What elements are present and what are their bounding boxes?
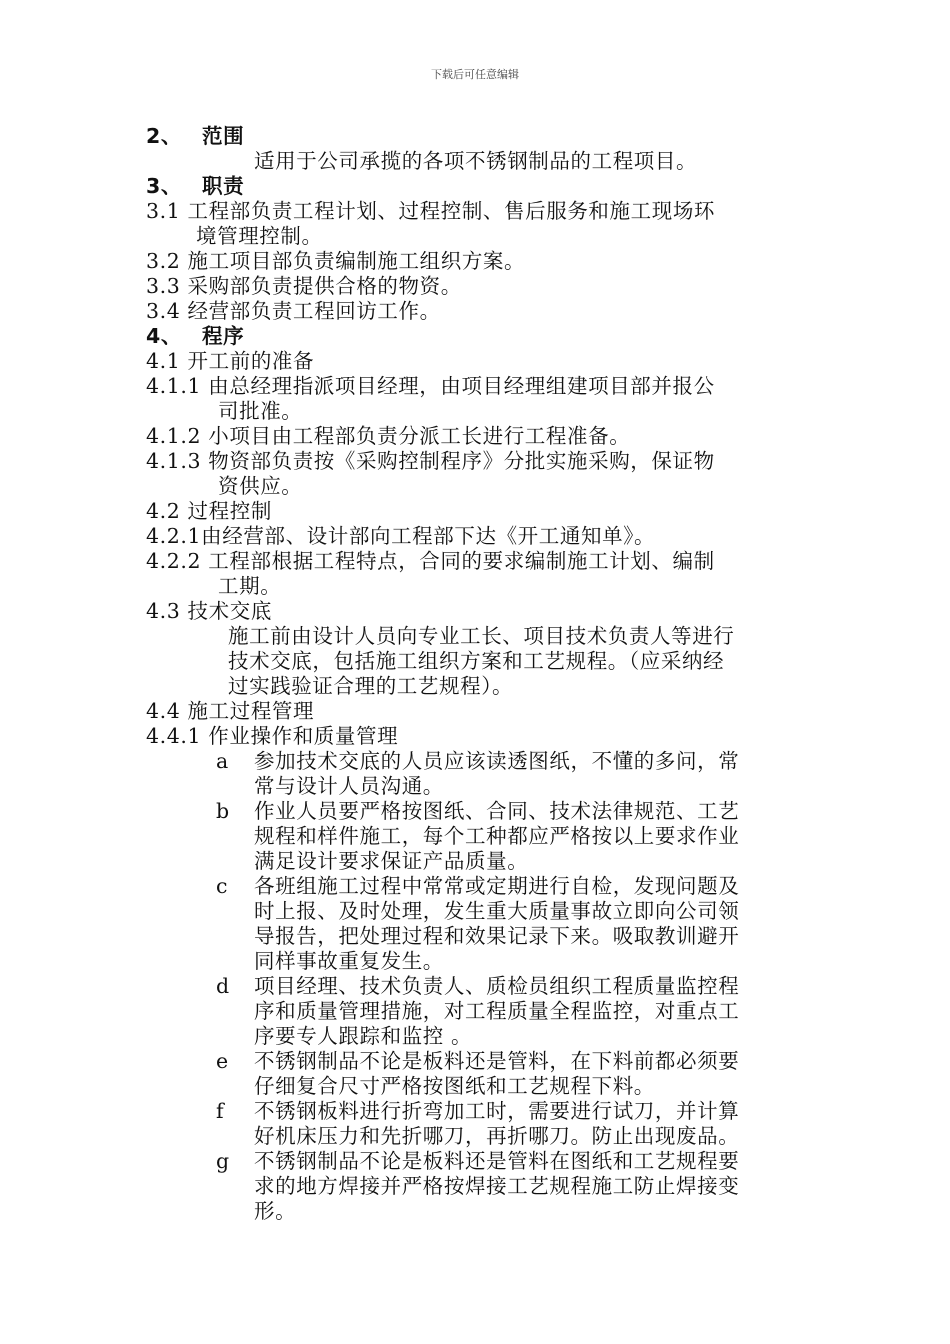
clause-number: 4.2 <box>146 499 181 523</box>
paragraph-line: 技术交底，包括施工组织方案和工艺规程。（应采纳经 <box>228 649 725 673</box>
clause-number: 4.2.2 <box>146 549 202 573</box>
list-item-e <box>146 1049 826 1099</box>
list-text: 常与设计人员沟通。 <box>254 774 444 798</box>
clause-number: 3.1 <box>146 199 181 223</box>
header-note: 下载后可任意编辑 <box>431 68 519 81</box>
clause-text-cont: 司批准。 <box>218 399 303 423</box>
clause-4-3 <box>146 599 826 624</box>
document-body <box>146 124 826 1224</box>
clause-4-2 <box>146 499 826 524</box>
clause-text: 由总经理指派项目经理，由项目经理组建项目部并报公 <box>208 374 715 398</box>
clause-title: 过程控制 <box>187 499 272 523</box>
section-2-body: 适用于公司承揽的各项不锈钢制品的工程项目。 <box>254 149 698 173</box>
clause-number: 4.3 <box>146 599 181 623</box>
clause-number: 3.2 <box>146 249 181 273</box>
list-letter: a <box>216 749 229 773</box>
section-title: 职责 <box>202 174 245 198</box>
list-item-d <box>146 974 826 1049</box>
clause-text: 采购部负责提供合格的物资。 <box>187 274 462 298</box>
list-text: 不锈钢板料进行折弯加工时，需要进行试刀，并计算 <box>254 1099 740 1123</box>
clause-title: 开工前的准备 <box>187 349 315 373</box>
section-number: 2、 <box>146 124 182 148</box>
list-letter: c <box>216 874 229 898</box>
list-text: 作业人员要严格按图纸、合同、技术法律规范、工艺 <box>254 799 740 823</box>
list-text: 求的地方焊接并严格按焊接工艺规程施工防止焊接变 <box>254 1174 740 1198</box>
clause-title: 作业操作和质量管理 <box>208 724 399 748</box>
clause-text: 物资部负责按《采购控制程序》分批实施采购，保证物 <box>208 449 715 473</box>
section-3-heading <box>146 174 826 199</box>
section-2-heading <box>146 124 826 149</box>
clause-number: 4.2.1 <box>146 524 202 548</box>
list-letter: f <box>216 1099 225 1123</box>
list-text: 好机床压力和先折哪刀，再折哪刀。防止出现废品。 <box>254 1124 740 1148</box>
section-number: 3、 <box>146 174 182 198</box>
clause-text: 施工项目部负责编制施工组织方案。 <box>187 249 526 273</box>
clause-4-3-body <box>146 624 826 699</box>
clause-text: 小项目由工程部负责分派工长进行工程准备。 <box>208 424 631 448</box>
paragraph-line: 过实践验证合理的工艺规程）。 <box>228 674 514 698</box>
list-item-a <box>146 749 826 799</box>
clause-4-2-2 <box>146 549 826 599</box>
list-text: 序要专人跟踪和监控 。 <box>254 1024 473 1048</box>
clause-4-1 <box>146 349 826 374</box>
paragraph-line: 施工前由设计人员向专业工长、项目技术负责人等进行 <box>228 624 735 648</box>
clause-4-4 <box>146 699 826 724</box>
list-item-c <box>146 874 826 974</box>
clause-text: 工程部根据工程特点，合同的要求编制施工计划、编制 <box>208 549 715 573</box>
clause-text-cont: 境管理控制。 <box>196 224 323 248</box>
clause-4-1-1 <box>146 374 826 424</box>
list-item-b <box>146 799 826 874</box>
list-text: 序和质量管理措施，对工程质量全程监控，对重点工 <box>254 999 740 1023</box>
list-letter: e <box>216 1049 229 1073</box>
list-text: 同样事故重复发生。 <box>254 949 444 973</box>
list-item-g <box>146 1149 826 1224</box>
clause-4-1-3 <box>146 449 826 499</box>
clause-number: 4.4 <box>146 699 181 723</box>
section-number: 4、 <box>146 324 182 348</box>
clause-3-3 <box>146 274 826 299</box>
clause-number: 4.1.2 <box>146 424 202 448</box>
clause-3-1 <box>146 199 826 249</box>
list-text: 规程和样件施工，每个工种都应严格按以上要求作业 <box>254 824 740 848</box>
clause-text: 由经营部、设计部向工程部下达《开工通知单》。 <box>201 524 656 548</box>
list-text: 不锈钢制品不论是板料还是管料，在下料前都必须要 <box>254 1049 740 1073</box>
list-text: 各班组施工过程中常常或定期进行自检，发现问题及 <box>254 874 740 898</box>
list-letter: b <box>216 799 230 823</box>
clause-4-4-1 <box>146 724 826 749</box>
list-text: 参加技术交底的人员应该读透图纸，不懂的多问，常 <box>254 749 740 773</box>
list-item-f <box>146 1099 826 1149</box>
list-letter: g <box>216 1149 230 1173</box>
list-letter: d <box>216 974 230 998</box>
list-text: 形。 <box>254 1199 297 1223</box>
list-text: 不锈钢制品不论是板料还是管料在图纸和工艺规程要 <box>254 1149 740 1173</box>
clause-number: 4.1 <box>146 349 181 373</box>
clause-4-1-2 <box>146 424 826 449</box>
clause-title: 技术交底 <box>187 599 272 623</box>
list-text: 满足设计要求保证产品质量。 <box>254 849 529 873</box>
section-title: 程序 <box>202 324 245 348</box>
list-text: 时上报、及时处理，发生重大质量事故立即向公司领 <box>254 899 740 923</box>
clause-number: 3.4 <box>146 299 181 323</box>
clause-text: 工程部负责工程计划、过程控制、售后服务和施工现场环 <box>187 199 716 223</box>
clause-number: 4.1.3 <box>146 449 202 473</box>
clause-title: 施工过程管理 <box>187 699 315 723</box>
clause-number: 4.4.1 <box>146 724 202 748</box>
clause-text-cont: 资供应。 <box>218 474 303 498</box>
section-4-heading <box>146 324 826 349</box>
clause-4-2-1 <box>146 524 826 549</box>
clause-number: 3.3 <box>146 274 181 298</box>
clause-number: 4.1.1 <box>146 374 202 398</box>
list-text: 导报告，把处理过程和效果记录下来。吸取教训避开 <box>254 924 740 948</box>
section-title: 范围 <box>202 124 245 148</box>
clause-text: 经营部负责工程回访工作。 <box>187 299 441 323</box>
clause-3-4 <box>146 299 826 324</box>
list-text: 项目经理、技术负责人、质检员组织工程质量监控程 <box>254 974 740 998</box>
clause-3-2 <box>146 249 826 274</box>
list-text: 仔细复合尺寸严格按图纸和工艺规程下料。 <box>254 1074 655 1098</box>
clause-text-cont: 工期。 <box>218 574 282 598</box>
